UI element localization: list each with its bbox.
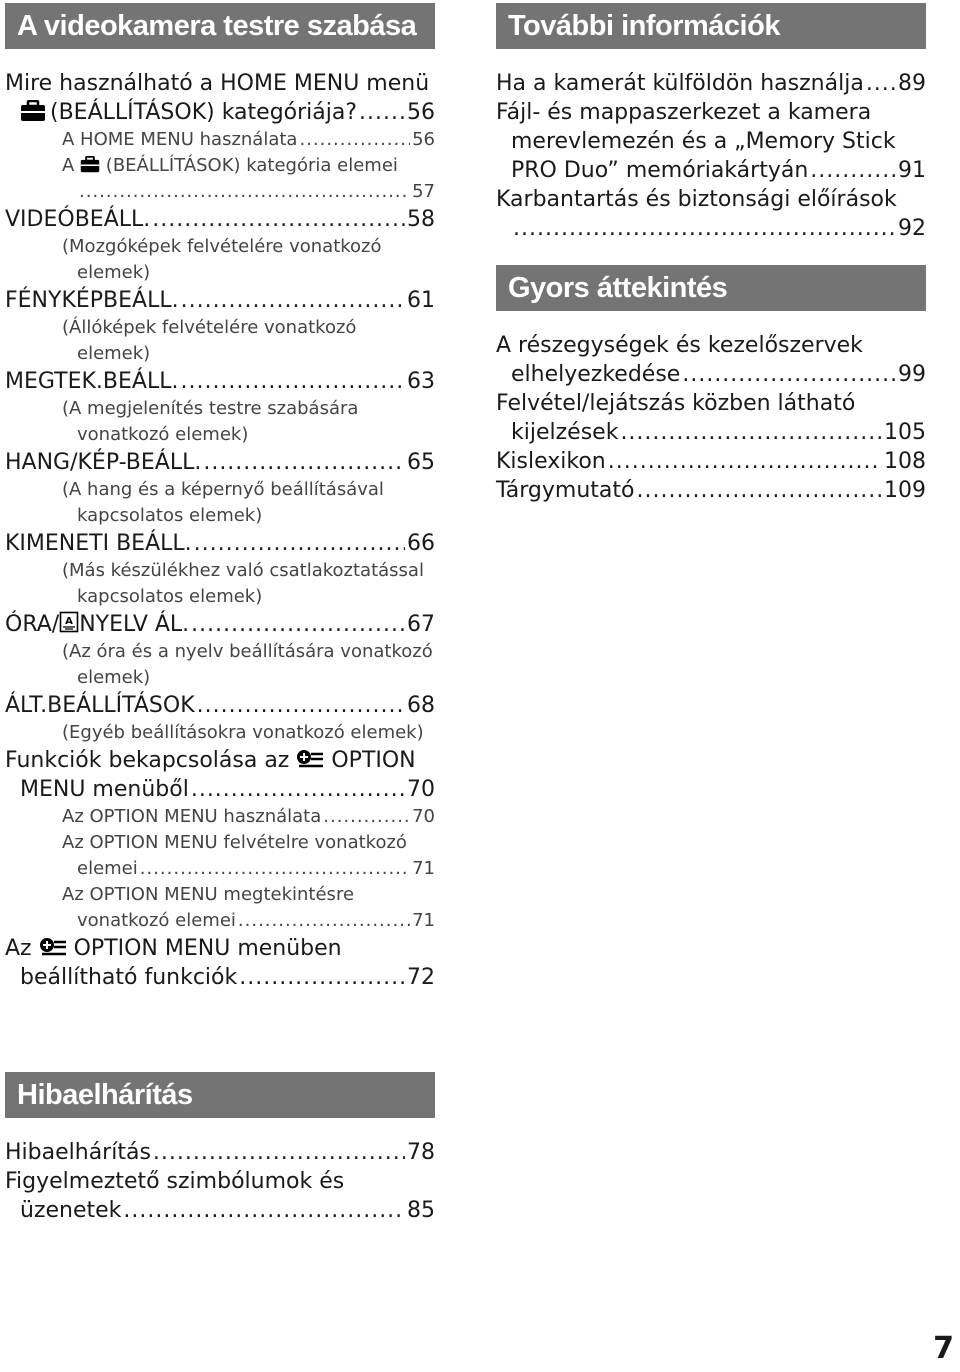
toc-entry-index[interactable]: Tárgymutató ..... 109	[496, 476, 926, 505]
toc-entry-troubleshooting[interactable]: Hibaelhárítás ..... 78	[5, 1138, 435, 1167]
option-icon	[39, 936, 67, 958]
toc-troubleshooting-section	[5, 1072, 435, 1225]
toc-entry-maintenance[interactable]: Karbantartás és biztonsági előírások ..... 92	[496, 185, 926, 243]
language-icon	[59, 611, 79, 633]
toc-entry-parts-controls[interactable]: A részegységek és kezelőszervek elhelyezkedése ..... 99	[496, 331, 926, 389]
toc-subentry-option-recording[interactable]: Az OPTION MENU felvételre vonatkozó	[62, 832, 407, 853]
svg-text:A: A	[65, 616, 74, 627]
toc-entry-output-settings[interactable]: KIMENETI BEÁLL. ..... 66 (Más készülékhez való csatlakoztatással kapcsolatos elemek)	[5, 529, 435, 610]
option-icon	[296, 748, 324, 770]
toc-entry-abroad[interactable]: Ha a kamerát külföldön használja ..... 89	[496, 69, 926, 98]
toc-entry-warnings[interactable]: Figyelmeztető szimbólumok és üzenetek ..... 85	[5, 1167, 435, 1225]
toc-subentry-setup-items[interactable]: A (BEÁLLÍTÁSOK) kategória elemei	[62, 155, 398, 176]
toolbox-icon	[20, 100, 46, 122]
toolbox-icon	[80, 156, 100, 173]
section-header-customize: A videokamera testre szabása	[5, 3, 435, 49]
toc-entry-option-menu[interactable]: Funkciók bekapcsolása az OPTION MENU menüből ..... 70 Az OPTION MENU használata ..... 70 Az OPTION MENU felvételre vonatkozó elemei ..... 71 Az OPTION MENU megtekintésre vonatkozó elemei ..... 71	[5, 746, 435, 934]
toc-entry-file-structure[interactable]: Fájl- és mappaszerkezet a kamera merevlemezén és a „Memory Stick PRO Duo” memóriakártyán ..... 91	[496, 98, 926, 185]
toc-entry-video-settings[interactable]: VIDEÓBEÁLL. ..... 58 (Mozgóképek felvételére vonatkozó elemek)	[5, 205, 435, 286]
toc-entry-general-settings[interactable]: ÁLT.BEÁLLÍTÁSOK ..... 68 (Egyéb beállításokra vonatkozó elemek)	[5, 691, 435, 746]
section-header-additional-info: További információk	[496, 3, 926, 49]
toc-entry-glossary[interactable]: Kislexikon ..... 108	[496, 447, 926, 476]
toc-entry-sound-display-settings[interactable]: HANG/KÉP-BEÁLL. ..... 65 (A hang és a képernyő beállításával kapcsolatos elemek)	[5, 448, 435, 529]
toc-entry-option-functions[interactable]: Az OPTION MENU menüben beállítható funkciók ..... 72	[5, 934, 435, 992]
page-number: 7	[933, 1331, 954, 1366]
toc-entry-photo-settings[interactable]: FÉNYKÉPBEÁLL. ..... 61 (Állóképek felvételére vonatkozó elemek)	[5, 286, 435, 367]
section-header-quick-reference: Gyors áttekintés	[496, 265, 926, 311]
toc-subentry-home-menu[interactable]: A HOME MENU használata ..... 56	[62, 127, 435, 153]
toc-subentry-option-usage[interactable]: Az OPTION MENU használata ..... 70	[62, 804, 435, 830]
toc-right-column	[496, 3, 926, 505]
toc-entry-view-settings[interactable]: MEGTEK.BEÁLL. ..... 63 (A megjelenítés testre szabására vonatkozó elemek)	[5, 367, 435, 448]
toc-entry-setup-category[interactable]: Mire használható a HOME MENU menü (BEÁLLÍTÁSOK) kategóriája? ..... 56 A HOME MENU használata ..... 56 A (BEÁLLÍTÁSOK) kategória elemei ..... 57	[5, 69, 435, 205]
toc-left-column	[5, 3, 435, 992]
section-header-troubleshooting: Hibaelhárítás	[5, 1072, 435, 1118]
toc-entry-indicators[interactable]: Felvétel/lejátszás közben látható kijelzések ..... 105	[496, 389, 926, 447]
toc-entry-clock-language[interactable]: ÓRA/ A NYELV ÁL. ..... 67 (Az óra és a nyelv beállítására vonatkozó elemek)	[5, 610, 435, 691]
toc-subentry-option-viewing[interactable]: Az OPTION MENU megtekintésre	[62, 884, 355, 905]
